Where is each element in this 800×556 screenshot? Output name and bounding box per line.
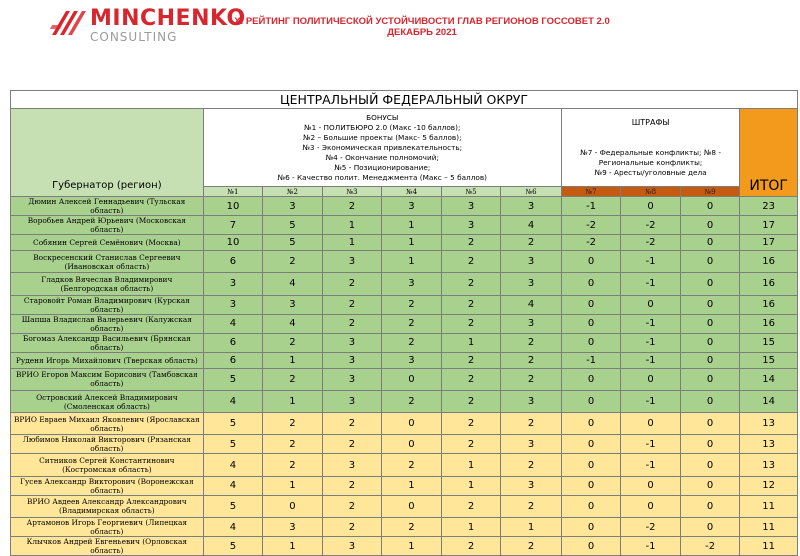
- fine-score: 0: [561, 390, 621, 412]
- bonus-score: 2: [441, 435, 501, 454]
- bonus-score: 3: [263, 518, 323, 537]
- fine-score: 0: [680, 413, 740, 435]
- bonus-score: 2: [501, 333, 562, 352]
- table-row: [11, 273, 798, 295]
- bonus-score: 2: [263, 435, 323, 454]
- bonus-score: 1: [263, 537, 323, 556]
- fine-score: 0: [561, 368, 621, 390]
- total-score: 16: [740, 295, 798, 314]
- bonus-score: 1: [441, 518, 501, 537]
- governor-name: ВРИО Егоров Максим Борисович (Тамбовская область): [11, 368, 204, 390]
- governor-column-header: Губернатор (регион): [11, 109, 204, 197]
- table-row: [11, 476, 798, 495]
- bonus-score: 10: [203, 235, 263, 251]
- bonus-score: 5: [263, 235, 323, 251]
- bonus-score: 1: [501, 518, 562, 537]
- logo: [50, 5, 250, 43]
- fine-score: 0: [680, 476, 740, 495]
- table-row: [11, 197, 798, 216]
- logo-sub-text: CONSULTING: [90, 30, 178, 44]
- fine-score: 0: [621, 197, 681, 216]
- fine-score: 0: [561, 518, 621, 537]
- bonus-score: 1: [382, 476, 442, 495]
- fine-score: 0: [680, 495, 740, 517]
- bonus-column-5: №5: [441, 187, 501, 197]
- bonus-score: 2: [501, 495, 562, 517]
- bonus-score: 3: [501, 197, 562, 216]
- fine-score: 0: [680, 518, 740, 537]
- total-score: 15: [740, 333, 798, 352]
- governor-name: Гусев Александр Викторович (Воронежская область): [11, 476, 204, 495]
- bonus-score: 1: [441, 333, 501, 352]
- bonus-score: 2: [322, 314, 382, 333]
- table-row: [11, 390, 798, 412]
- table-row: [11, 314, 798, 333]
- fine-score: 0: [680, 235, 740, 251]
- fine-score: 0: [561, 333, 621, 352]
- table-row: [11, 537, 798, 556]
- fine-column-8: №8: [621, 187, 681, 197]
- bonus-score: 2: [263, 251, 323, 273]
- bonus-score: 2: [322, 518, 382, 537]
- bonus-score: 5: [263, 216, 323, 235]
- bonus-score: 4: [203, 476, 263, 495]
- total-column-header: ИТОГ: [740, 109, 798, 197]
- report-title: [232, 16, 612, 38]
- bonus-score: 3: [382, 273, 442, 295]
- fine-score: 0: [680, 390, 740, 412]
- fine-score: 0: [680, 435, 740, 454]
- fine-score: -1: [621, 333, 681, 352]
- bonus-score: 3: [322, 251, 382, 273]
- governor-name: Руденя Игорь Михайлович (Тверская область): [11, 352, 204, 368]
- bonus-score: 3: [382, 352, 442, 368]
- governor-name: Гладков Вячеслав Владимирович (Белгородская область): [11, 273, 204, 295]
- report-title-line: XI РЕЙТИНГ ПОЛИТИЧЕСКОЙ УСТОЙЧИВОСТИ ГЛАВ РЕГИОНОВ ГОССОВЕТ 2.0: [234, 16, 610, 27]
- bonus-column-1: №1: [203, 187, 263, 197]
- bonus-score: 6: [203, 251, 263, 273]
- total-score: 13: [740, 413, 798, 435]
- report-date: ДЕКАБРЬ 2021: [387, 27, 457, 38]
- total-score: 16: [740, 251, 798, 273]
- bonus-score: 3: [441, 197, 501, 216]
- fines-header: [561, 109, 740, 187]
- bonus-score: 3: [382, 197, 442, 216]
- bonus-score: 5: [203, 368, 263, 390]
- fine-score: -1: [621, 352, 681, 368]
- bonus-score: 1: [322, 235, 382, 251]
- bonus-score: 2: [322, 495, 382, 517]
- total-score: 12: [740, 476, 798, 495]
- fine-score: 0: [680, 454, 740, 476]
- bonus-score: 2: [382, 314, 442, 333]
- fine-score: 0: [561, 435, 621, 454]
- fines-title: ШТРАФЫ: [631, 117, 670, 127]
- bonus-score: 10: [203, 197, 263, 216]
- bonus-score: 3: [203, 295, 263, 314]
- fine-score: -1: [621, 454, 681, 476]
- fine-score: -1: [621, 537, 681, 556]
- fine-score: -2: [621, 235, 681, 251]
- bonus-score: 2: [322, 295, 382, 314]
- bonus-score: 2: [441, 314, 501, 333]
- bonus-score: 4: [203, 314, 263, 333]
- bonus-score: 2: [441, 235, 501, 251]
- bonus-score: 3: [322, 390, 382, 412]
- table-row: [11, 352, 798, 368]
- governor-name: Дюмин Алексей Геннадьевич (Тульская область): [11, 197, 204, 216]
- bonus-score: 5: [203, 413, 263, 435]
- bonus-score: 0: [382, 368, 442, 390]
- governor-name: Богомаз Александр Васильевич (Брянская область): [11, 333, 204, 352]
- bonus-score: 2: [441, 537, 501, 556]
- bonus-line: №4 - Окончание полномочий;: [325, 152, 439, 162]
- bonus-line: №6 - Качество полит. Менеджмента (Макс – 5 баллов): [277, 172, 487, 182]
- bonus-line: №5 - Позиционирование;: [334, 162, 431, 172]
- bonus-score: 0: [382, 413, 442, 435]
- fine-score: 0: [680, 295, 740, 314]
- fine-score: -1: [621, 435, 681, 454]
- bonus-column-3: №3: [322, 187, 382, 197]
- bonus-score: 1: [263, 476, 323, 495]
- table-row: [11, 295, 798, 314]
- bonus-score: 2: [322, 273, 382, 295]
- bonus-score: 5: [203, 435, 263, 454]
- fine-score: 0: [680, 197, 740, 216]
- total-score: 16: [740, 273, 798, 295]
- fine-score: 0: [680, 368, 740, 390]
- bonus-score: 0: [263, 495, 323, 517]
- bonus-line: №3 - Экономическая привлекательность;: [302, 142, 463, 152]
- governor-name: ВРИО Евраев Михаил Яковлевич (Ярославская область): [11, 413, 204, 435]
- bonus-score: 2: [263, 368, 323, 390]
- table-row: [11, 333, 798, 352]
- bonus-score: 2: [441, 251, 501, 273]
- bonus-column-2: №2: [263, 187, 323, 197]
- bonus-line: №1 - ПОЛИТБЮРО 2.0 (Макс -10 баллов);: [304, 122, 461, 132]
- fine-score: -1: [561, 197, 621, 216]
- fine-score: 0: [621, 368, 681, 390]
- bonus-score: 2: [382, 518, 442, 537]
- fine-score: 0: [561, 495, 621, 517]
- governor-name: Любимов Николай Викторович (Рязанская область): [11, 435, 204, 454]
- fines-line: №7 - Федеральные конфликты; №8 -: [580, 147, 722, 157]
- bonus-score: 3: [263, 295, 323, 314]
- table-body: [11, 197, 798, 556]
- bonus-score: 3: [501, 314, 562, 333]
- fine-score: 0: [561, 413, 621, 435]
- bonus-title: БОНУСЫ: [366, 112, 399, 122]
- bonus-score: 1: [382, 235, 442, 251]
- bonus-header: [203, 109, 561, 187]
- governor-name: Старовойт Роман Владимирович (Курская область): [11, 295, 204, 314]
- bonus-score: 2: [382, 295, 442, 314]
- fine-score: 0: [680, 333, 740, 352]
- fine-score: -1: [621, 314, 681, 333]
- fine-score: -1: [621, 390, 681, 412]
- total-score: 14: [740, 368, 798, 390]
- bonus-score: 2: [441, 273, 501, 295]
- bonus-score: 2: [501, 454, 562, 476]
- bonus-score: 3: [501, 251, 562, 273]
- fine-score: -1: [621, 251, 681, 273]
- bonus-score: 2: [441, 295, 501, 314]
- bonus-score: 5: [203, 495, 263, 517]
- bonus-score: 2: [382, 454, 442, 476]
- minchenko-logo-icon: [50, 5, 86, 41]
- bonus-score: 3: [501, 273, 562, 295]
- bonus-score: 4: [203, 518, 263, 537]
- fine-score: -1: [621, 273, 681, 295]
- bonus-score: 3: [203, 273, 263, 295]
- fine-score: 0: [680, 251, 740, 273]
- bonus-line: №2 – Большие проекты (Макс- 5 баллов);: [302, 132, 462, 142]
- fine-score: 0: [621, 413, 681, 435]
- fine-score: 0: [621, 295, 681, 314]
- bonus-score: 2: [263, 413, 323, 435]
- bonus-score: 7: [203, 216, 263, 235]
- bonus-score: 2: [441, 495, 501, 517]
- bonus-score: 3: [322, 368, 382, 390]
- fine-score: 0: [621, 476, 681, 495]
- bonus-score: 2: [382, 390, 442, 412]
- governor-name: Островский Алексей Владимирович (Смоленская область): [11, 390, 204, 412]
- table-row: [11, 251, 798, 273]
- fine-score: -2: [561, 216, 621, 235]
- fines-line: №9 - Аресты/уголовные дела: [594, 167, 707, 177]
- fine-score: 0: [680, 216, 740, 235]
- total-score: 11: [740, 518, 798, 537]
- fine-score: 0: [561, 251, 621, 273]
- bonus-score: 2: [441, 390, 501, 412]
- table-row: [11, 495, 798, 517]
- bonus-score: 4: [263, 314, 323, 333]
- fine-score: -2: [680, 537, 740, 556]
- bonus-score: 2: [441, 413, 501, 435]
- fine-score: -1: [561, 352, 621, 368]
- bonus-score: 2: [441, 368, 501, 390]
- fine-score: 0: [561, 537, 621, 556]
- bonus-score: 1: [263, 352, 323, 368]
- bonus-score: 2: [501, 352, 562, 368]
- governor-name: ВРИО Авдеев Александр Александрович (Владимирская область): [11, 495, 204, 517]
- total-score: 13: [740, 454, 798, 476]
- total-score: 14: [740, 390, 798, 412]
- fine-column-9: №9: [680, 187, 740, 197]
- fine-score: 0: [561, 273, 621, 295]
- bonus-score: 1: [441, 476, 501, 495]
- bonus-score: 1: [382, 537, 442, 556]
- governor-name: Ситников Сергей Константинович (Костромская область): [11, 454, 204, 476]
- table-row: [11, 454, 798, 476]
- bonus-score: 3: [501, 390, 562, 412]
- bonus-score: 2: [501, 537, 562, 556]
- bonus-score: 2: [441, 352, 501, 368]
- total-score: 15: [740, 352, 798, 368]
- bonus-score: 0: [382, 495, 442, 517]
- bonus-score: 2: [382, 333, 442, 352]
- total-score: 16: [740, 314, 798, 333]
- governor-name: Собянин Сергей Семёнович (Москва): [11, 235, 204, 251]
- fine-score: 0: [561, 476, 621, 495]
- bonus-score: 3: [322, 333, 382, 352]
- fine-score: 0: [680, 273, 740, 295]
- bonus-score: 2: [322, 197, 382, 216]
- fine-score: 0: [561, 314, 621, 333]
- bonus-score: 3: [322, 537, 382, 556]
- bonus-score: 2: [501, 413, 562, 435]
- fines-line: Региональные конфликты;: [598, 157, 703, 167]
- bonus-score: 6: [203, 333, 263, 352]
- fine-score: -2: [561, 235, 621, 251]
- bonus-column-6: №6: [501, 187, 562, 197]
- fine-column-7: №7: [561, 187, 621, 197]
- bonus-score: 2: [322, 413, 382, 435]
- bonus-score: 1: [263, 390, 323, 412]
- bonus-score: 3: [322, 454, 382, 476]
- total-score: 13: [740, 435, 798, 454]
- logo-main-text: MINCHENKO: [90, 6, 246, 31]
- bonus-score: 1: [382, 216, 442, 235]
- bonus-score: 3: [263, 197, 323, 216]
- table-row: [11, 435, 798, 454]
- fine-score: 0: [680, 352, 740, 368]
- bonus-score: 4: [203, 454, 263, 476]
- bonus-score: 2: [263, 333, 323, 352]
- governor-name: Клычков Андрей Евгеньевич (Орловская область): [11, 537, 204, 556]
- total-score: 17: [740, 216, 798, 235]
- fine-score: 0: [621, 495, 681, 517]
- fine-score: 0: [561, 454, 621, 476]
- bonus-score: 2: [322, 476, 382, 495]
- bonus-score: 1: [322, 216, 382, 235]
- total-score: 11: [740, 537, 798, 556]
- bonus-score: 4: [263, 273, 323, 295]
- bonus-score: 2: [501, 368, 562, 390]
- fine-score: -2: [621, 518, 681, 537]
- bonus-score: 4: [203, 390, 263, 412]
- fine-score: 0: [680, 314, 740, 333]
- bonus-score: 2: [501, 235, 562, 251]
- bonus-score: 3: [501, 476, 562, 495]
- bonus-score: 1: [382, 251, 442, 273]
- governor-name: Воробьев Андрей Юрьевич (Московская область): [11, 216, 204, 235]
- total-score: 17: [740, 235, 798, 251]
- district-title: ЦЕНТРАЛЬНЫЙ ФЕДЕРАЛЬНЫЙ ОКРУГ: [11, 91, 798, 109]
- bonus-score: 2: [263, 454, 323, 476]
- total-score: 11: [740, 495, 798, 517]
- governor-name: Шапша Владислав Валерьевич (Калужская область): [11, 314, 204, 333]
- bonus-score: 2: [322, 435, 382, 454]
- total-score: 23: [740, 197, 798, 216]
- governor-name: Воскресенский Станислав Сергеевич (Ивановская область): [11, 251, 204, 273]
- bonus-score: 5: [203, 537, 263, 556]
- bonus-score: 1: [441, 454, 501, 476]
- fine-score: -2: [621, 216, 681, 235]
- bonus-score: 3: [501, 435, 562, 454]
- bonus-score: 6: [203, 352, 263, 368]
- table-row: [11, 216, 798, 235]
- bonus-column-4: №4: [382, 187, 442, 197]
- table-row: [11, 413, 798, 435]
- bonus-score: 4: [501, 295, 562, 314]
- table-row: [11, 518, 798, 537]
- rating-table: [10, 90, 798, 556]
- table-row: [11, 368, 798, 390]
- governor-name: Артамонов Игорь Георгиевич (Липецкая область): [11, 518, 204, 537]
- bonus-score: 4: [501, 216, 562, 235]
- fine-score: 0: [561, 295, 621, 314]
- bonus-score: 3: [322, 352, 382, 368]
- bonus-score: 0: [382, 435, 442, 454]
- bonus-score: 3: [441, 216, 501, 235]
- table-row: [11, 235, 798, 251]
